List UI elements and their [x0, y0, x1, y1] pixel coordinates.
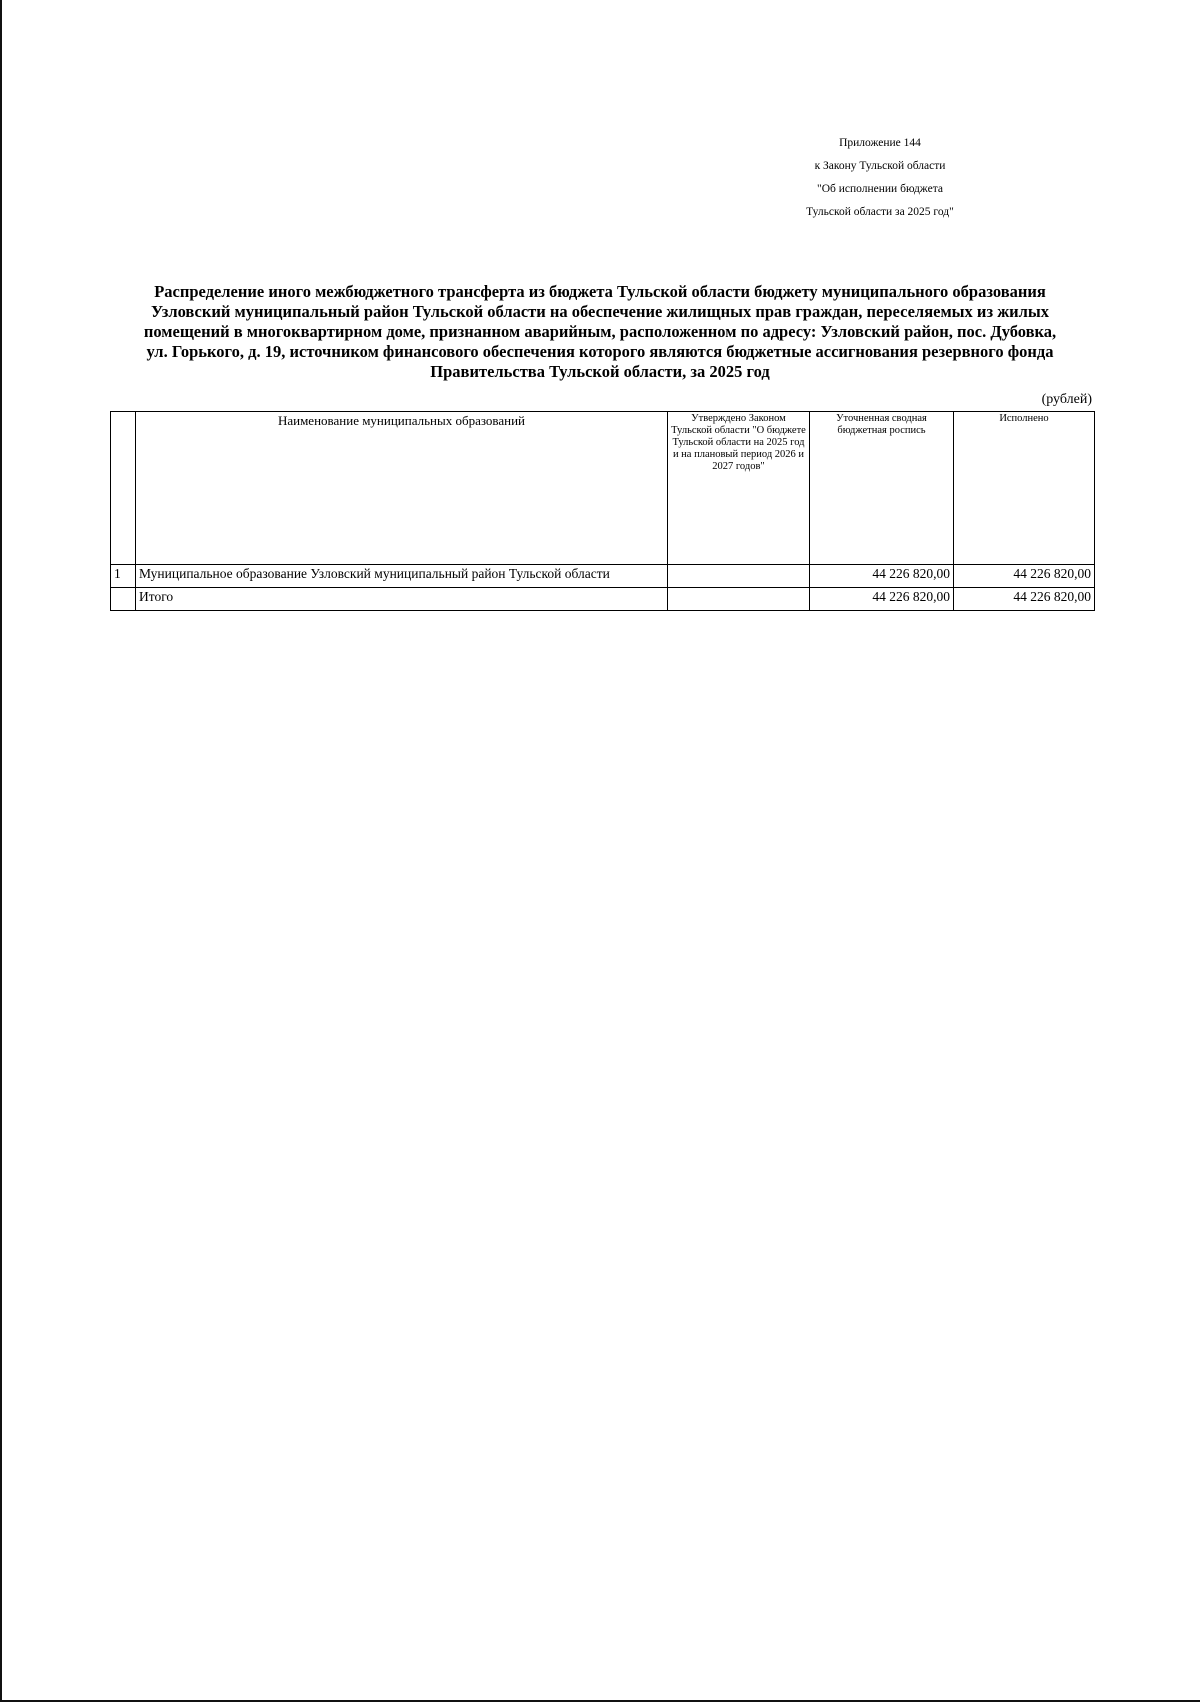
total-executed: 44 226 820,00: [954, 588, 1095, 611]
document-title: [110, 282, 1090, 382]
table-row: [111, 565, 1095, 588]
table-header-row: [111, 412, 1095, 565]
appendix-note: [740, 132, 1020, 224]
header-approved: Утверждено Законом Тульской области "О бюджете Тульской области на 2025 год и на плановый период 2026 и 2027 годов": [668, 412, 810, 565]
appendix-line: Приложение 144: [839, 137, 921, 149]
units-label: (рублей): [1041, 392, 1092, 407]
total-name: Итого: [136, 588, 668, 611]
title-line: Правительства Тульской области, за 2025 год: [430, 362, 770, 381]
table-total-row: [111, 588, 1095, 611]
title-line: помещений в многоквартирном доме, признанном аварийным, расположенном по адресу: Узловский район, пос. Дубовка,: [143, 322, 1057, 341]
total-refined: 44 226 820,00: [810, 588, 954, 611]
row-executed: 44 226 820,00: [954, 565, 1095, 588]
distribution-table: [110, 411, 1095, 611]
appendix-line: к Закону Тульской области: [814, 160, 946, 172]
row-num: 1: [111, 565, 136, 588]
header-num: [111, 412, 136, 565]
page-left-edge: [0, 0, 2, 1702]
header-refined: Уточненная сводная бюджетная роспись: [810, 412, 954, 565]
title-line: Распределение иного межбюджетного трансферта из бюджета Тульской области бюджету муниципального образования: [154, 282, 1046, 301]
title-line: ул. Горького, д. 19, источником финансового обеспечения которого являются бюджетные ассигнования резервного фонда: [146, 342, 1054, 361]
row-approved: [668, 565, 810, 588]
appendix-line: "Об исполнении бюджета: [817, 183, 943, 195]
total-num: [111, 588, 136, 611]
row-name: Муниципальное образование Узловский муниципальный район Тульской области: [136, 565, 668, 588]
header-name: Наименование муниципальных образований: [136, 412, 668, 565]
row-refined: 44 226 820,00: [810, 565, 954, 588]
appendix-line: Тульской области за 2025 год": [806, 206, 954, 218]
total-approved: [668, 588, 810, 611]
title-line: Узловский муниципальный район Тульской области на обеспечение жилищных прав граждан, переселяемых из жилых: [150, 302, 1050, 321]
header-executed: Исполнено: [954, 412, 1095, 565]
